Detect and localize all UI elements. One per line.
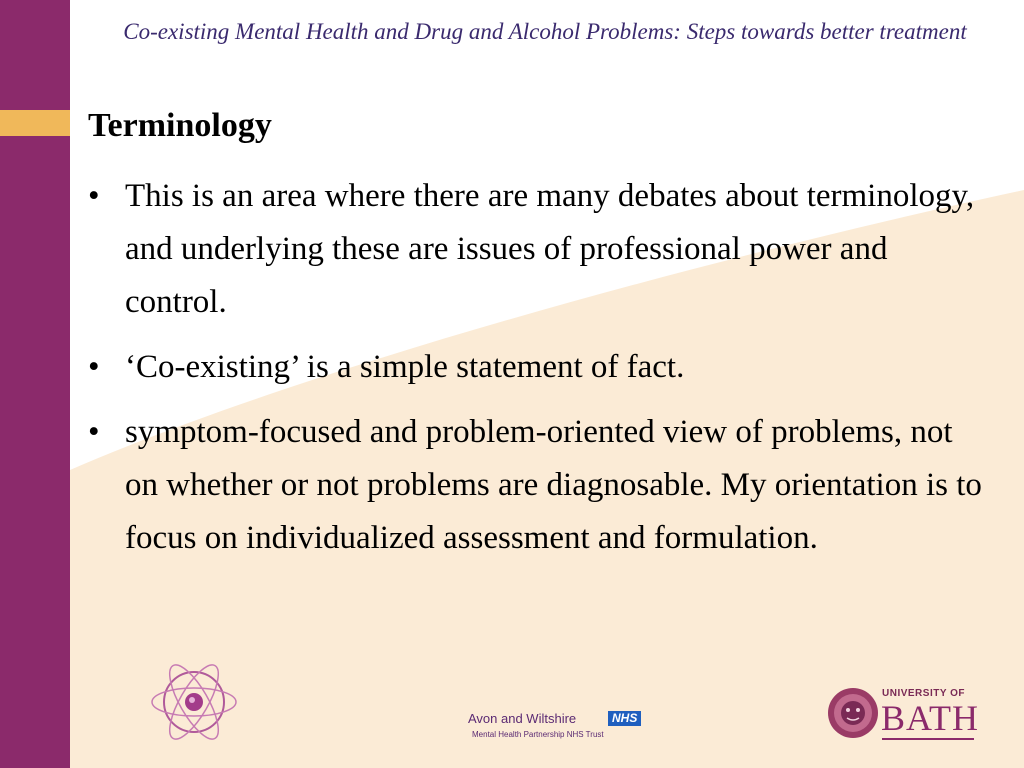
nhs-trust-subtitle: Mental Health Partnership NHS Trust	[472, 730, 604, 739]
bullet-text: symptom-focused and problem-oriented view of problems, not on whether or not problems are diagnosable. My orientation is to focus on individualized assessment and formulation.	[125, 414, 982, 556]
nhs-badge: NHS	[608, 711, 641, 726]
research-logo-icon	[148, 656, 240, 748]
bullet-item	[88, 341, 988, 394]
bullet-marker: •	[88, 414, 100, 450]
nhs-trust-name: Avon and Wiltshire	[468, 711, 577, 726]
bullet-marker: •	[88, 178, 100, 214]
bullet-list	[88, 170, 988, 577]
slide-heading: Terminology	[88, 107, 272, 144]
bath-underline	[882, 738, 974, 740]
university-label: UNIVERSITY OF	[882, 688, 965, 699]
bullet-item	[88, 406, 988, 565]
sidebar-accent	[0, 110, 70, 136]
nhs-trust-logo	[468, 711, 658, 747]
slide-header-title: Co-existing Mental Health and Drug and Alcohol Problems: Steps towards better treatment	[123, 19, 967, 44]
bullet-text: ‘Co-existing’ is a simple statement of fact.	[125, 349, 685, 385]
university-name: BATH	[881, 698, 980, 738]
university-of-bath-logo	[826, 684, 980, 742]
bullet-item	[88, 170, 988, 329]
bath-emblem-icon	[826, 686, 880, 740]
bullet-marker: •	[88, 349, 100, 385]
bullet-text: This is an area where there are many debates about terminology, and underlying these are issues of professional power and control.	[125, 178, 975, 320]
